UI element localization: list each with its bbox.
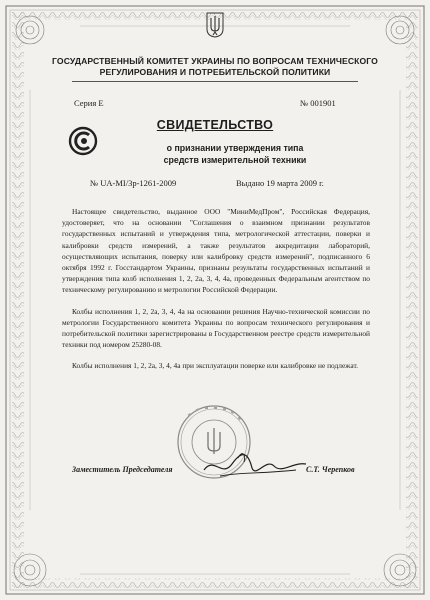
subtitle-line-1: о признании утверждения типа [166,143,304,153]
body-paragraph-2: Колбы исполнения 1, 2, 2а, 3, 4, 4а на основании решения Научно-технической комиссии по метрологии Государственного комитета Украины по вопросам технического регулирования и потребительской политики зарегистрированы в Государственном реестре средств измерительной техники под номером 25280-08. [62,306,370,350]
handwritten-signature-icon [200,448,310,484]
certificate-number: № 001901 [300,98,336,108]
issue-date: Выдано 19 марта 2009 г. [236,178,324,188]
registration-number: № UA-MI/3p-1261-2009 [90,178,177,188]
body-paragraph-1: Настоящее свидетельство, выданное ООО "МиниМедПром", Российская Федерация, удостоверяет, что на основании "Соглашения о взаимном признании результатов государственных испытаний и утверждения типа, метрологической аттестации, поверки и калибровки средств измерений, а также результатов аккредитации лабораторий, осуществляющих испытания, поверку или калибровку средств измерений", подписанного 6 октября 1992 г. Госстандартом Украины, признаны результаты государственных испытаний и утверждения типа колб исполнения 1, 2, 2а, 3, 4, 4а, проведенных Федеральным агентством по техническому регулированию и метрологии Российской Федерации. [62,207,370,295]
signatory-position: Заместитель Председателя [72,465,173,474]
header-rule [72,81,358,82]
series-label: Серия Е [74,98,104,108]
committee-heading: ГОСУДАРСТВЕННЫЙ КОМИТЕТ УКРАИНЫ ПО ВОПРОСАМ ТЕХНИЧЕСКОГО РЕГУЛИРОВАНИЯ И ПОТРЕБИТЕЛЬСКОЙ ПОЛИТИКИ [52,56,378,77]
certificate-subtitle [110,142,360,166]
certificate-body [62,206,370,382]
body-paragraph-3: Колбы исполнения 1, 2, 2а, 3, 4, 4а при эксплуатации поверке или калибровке не подлежат. [72,361,358,371]
subtitle-line-2: средств измерительной техники [163,155,307,165]
signatory-name: С.Т. Черепков [306,465,355,474]
certificate-title: СВИДЕТЕЛЬСТВО [156,118,274,132]
trident-icon [206,12,224,38]
